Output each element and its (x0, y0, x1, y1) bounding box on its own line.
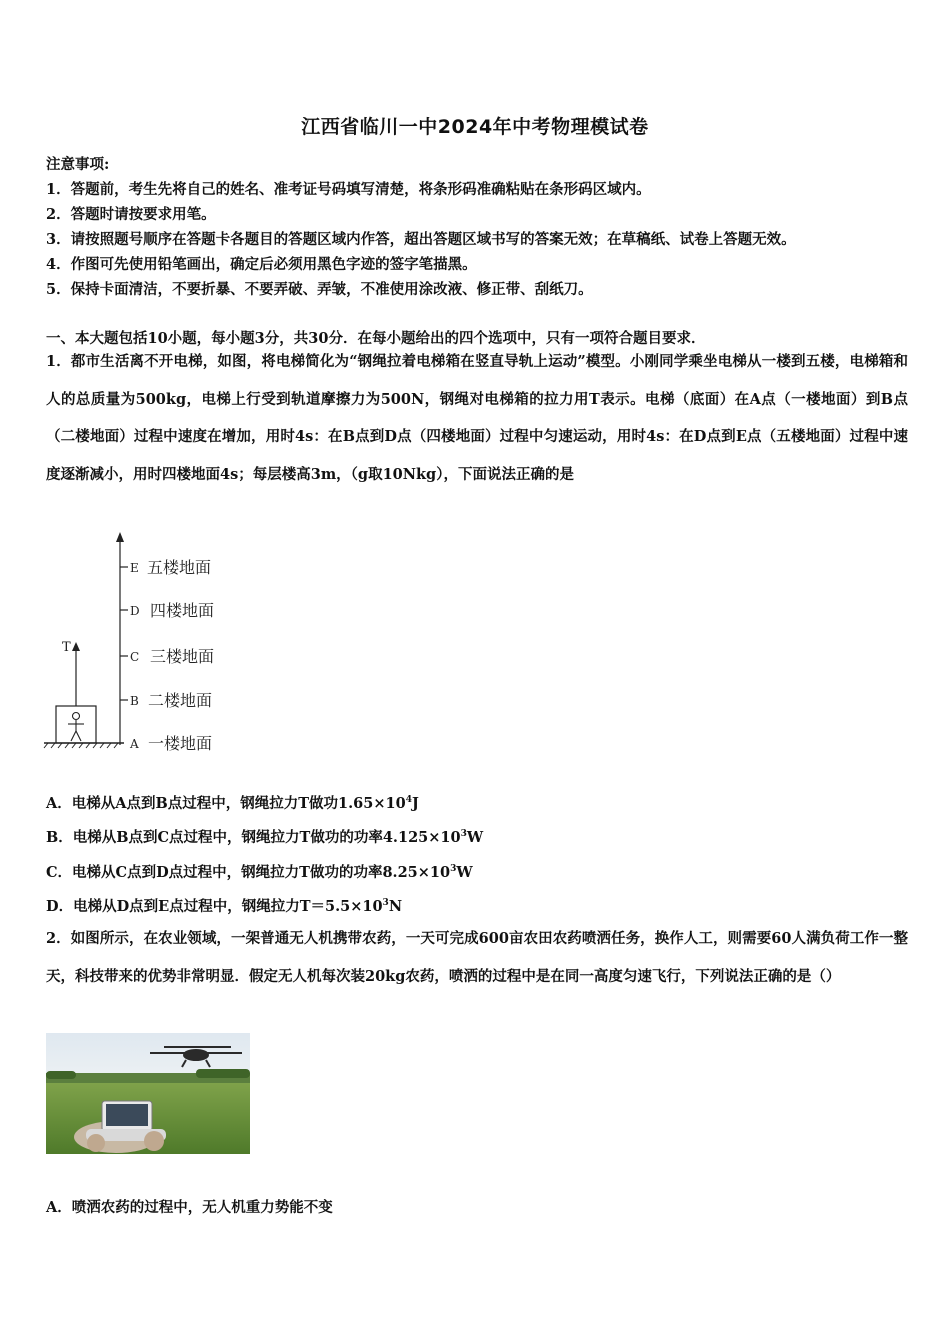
drone-photo (46, 1033, 250, 1154)
tension-label: T (62, 640, 71, 655)
notice-item: 4．作图可先使用铅笔画出，确定后必须用黑色字迹的签字笔描黑。 (46, 256, 477, 273)
question-2-option-a: A．喷洒农药的过程中，无人机重力势能不变 (46, 1199, 333, 1216)
question-1-option-a: A．电梯从A点到B点过程中，钢绳拉力T做功$1.65\times 10^4J$ (46, 795, 419, 812)
point-label: A (130, 737, 139, 751)
exam-title: 江西省临川一中2024年中考物理模试卷 (301, 116, 649, 138)
floor-label: 五楼地面 (147, 558, 212, 577)
notice-item: 5．保持卡面清洁，不要折暴、不要弄破、弄皱，不准使用涂改液、修正带、刮纸刀。 (46, 281, 593, 298)
floor-label: 二楼地面 (148, 691, 213, 710)
notice-item: 3．请按照题号顺序在答题卡各题目的答题区域内作答，超出答题区域书写的答案无效；在草稿纸、试卷上答题无效。 (46, 231, 796, 248)
elevator-diagram (40, 530, 230, 755)
point-label: C (130, 650, 140, 664)
question-1-option-c: C．电梯从C点到D点过程中，钢绳拉力T做功的功率$8.25\times 10^3W$ (46, 864, 473, 881)
notice-header: 注意事项: (46, 156, 110, 173)
question-1-option-d: D．电梯从D点到E点过程中，钢绳拉力$T=5.5\times 10^3N$ (46, 898, 403, 915)
point-label: B (130, 694, 139, 708)
question-2-stem: 2．如图所示，在农业领域，一架普通无人机携带农药，一天可完成600亩农田农药喷洒任务，换作人工，则需要60人满负荷工作一整天，科技带来的优势非常明显．假定无人机每次装20kg农药，喷洒的过程中是在同一高度匀速飞行，下列说法正确的是（） (46, 930, 908, 985)
point-label: D (130, 604, 140, 618)
floor-label: 三楼地面 (150, 647, 215, 666)
floor-label: 四楼地面 (150, 601, 215, 620)
notice-item: 1．答题前，考生先将自己的姓名、准考证号码填写清楚，将条形码准确粘贴在条形码区域内。 (46, 181, 651, 198)
tension-arrowhead (72, 642, 80, 651)
floor-label: 一楼地面 (148, 734, 213, 753)
question-1-option-b: B．电梯从B点到C点过程中，钢绳拉力T做功的功率$4.125\times 10^3W$ (46, 829, 484, 846)
point-label: E (130, 561, 139, 575)
person-icon (68, 713, 84, 742)
axis-arrowhead (116, 532, 124, 542)
notice-item: 2．答题时请按要求用笔。 (46, 206, 216, 223)
question-1-stem: 1．都市生活离不开电梯，如图，将电梯简化为“钢绳拉着电梯箱在竖直导轨上运动”模型。小刚同学乘坐电梯从一楼到五楼，电梯箱和人的总质量为500kg，电梯上行受到轨道摩擦力为500N，钢绳对电梯箱的拉力用T表示。电梯（底面）在A点（一楼地面）到B点（二楼地面）过程中速度在增加，用时4s：在B点到D点（四楼地面）过程中匀速运动，用时4s：在D点到E点（五楼地面）过程中速度逐渐减小，用时四楼地面4s；每层楼高3m，（g取10Nkg），下面说法正确的是 (46, 353, 908, 483)
section-heading: 一、本大题包括10小题，每小题3分，共30分．在每小题给出的四个选项中，只有一项符合题目要求． (46, 330, 706, 347)
